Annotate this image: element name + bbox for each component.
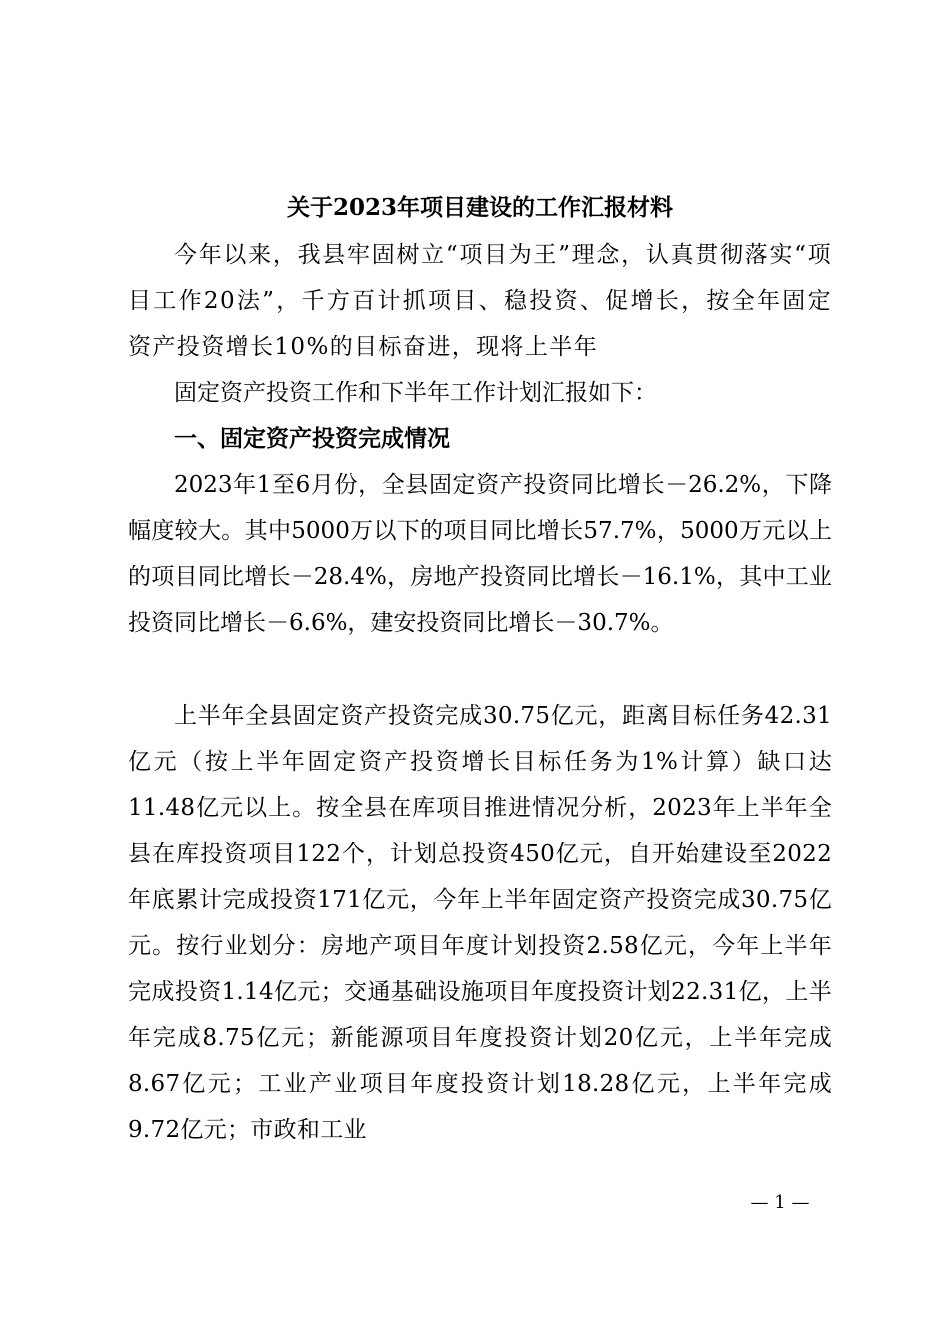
section-heading: 一、固定资产投资完成情况 bbox=[174, 426, 450, 452]
paragraph-growth-stats: 2023年1至6月份，全县固定资产投资同比增长－26.2%，下降幅度较大。其中5000万以下的项目同比增长57.7%，5000万元以上的项目同比增长－28.4%，房地产投资同比增长－16.1%，其中工业投资同比增长－6.6%，建安投资同比增长－30.7%。 bbox=[128, 472, 832, 636]
page-number: — 1 — bbox=[750, 1192, 810, 1213]
paragraph-investment-details: 上半年全县固定资产投资完成30.75亿元，距离目标任务42.31亿元（按上半年固定资产投资增长目标任务为1%计算）缺口达11.48亿元以上。按全县在库项目推进情况分析，2023年上半年全县在库投资项目122个，计划总投资450亿元，自开始建设至2022年底累计完成投资171亿元，今年上半年固定资产投资完成30.75亿元。按行业划分：房地产项目年度计划投资2.58亿元，今年上半年完成投资1.14亿元；交通基础设施项目年度投资计划22.31亿，上半年完成8.75亿元；新能源项目年度投资计划20亿元，上半年完成8.67亿元；工业产业项目年度投资计划18.28亿元，上半年完成9.72亿元；市政和工业 bbox=[128, 703, 832, 1143]
document-title: 关于2023年项目建设的工作汇报材料 bbox=[286, 194, 673, 221]
paragraph-intro: 今年以来，我县牢固树立“项目为王”理念，认真贯彻落实“项目工作20法”，千方百计抓项目、稳投资、促增长，按全年固定资产投资增长10%的目标奋进，现将上半年 bbox=[128, 242, 832, 360]
paragraph-intro-continued: 固定资产投资工作和下半年工作计划汇报如下： bbox=[174, 380, 657, 406]
